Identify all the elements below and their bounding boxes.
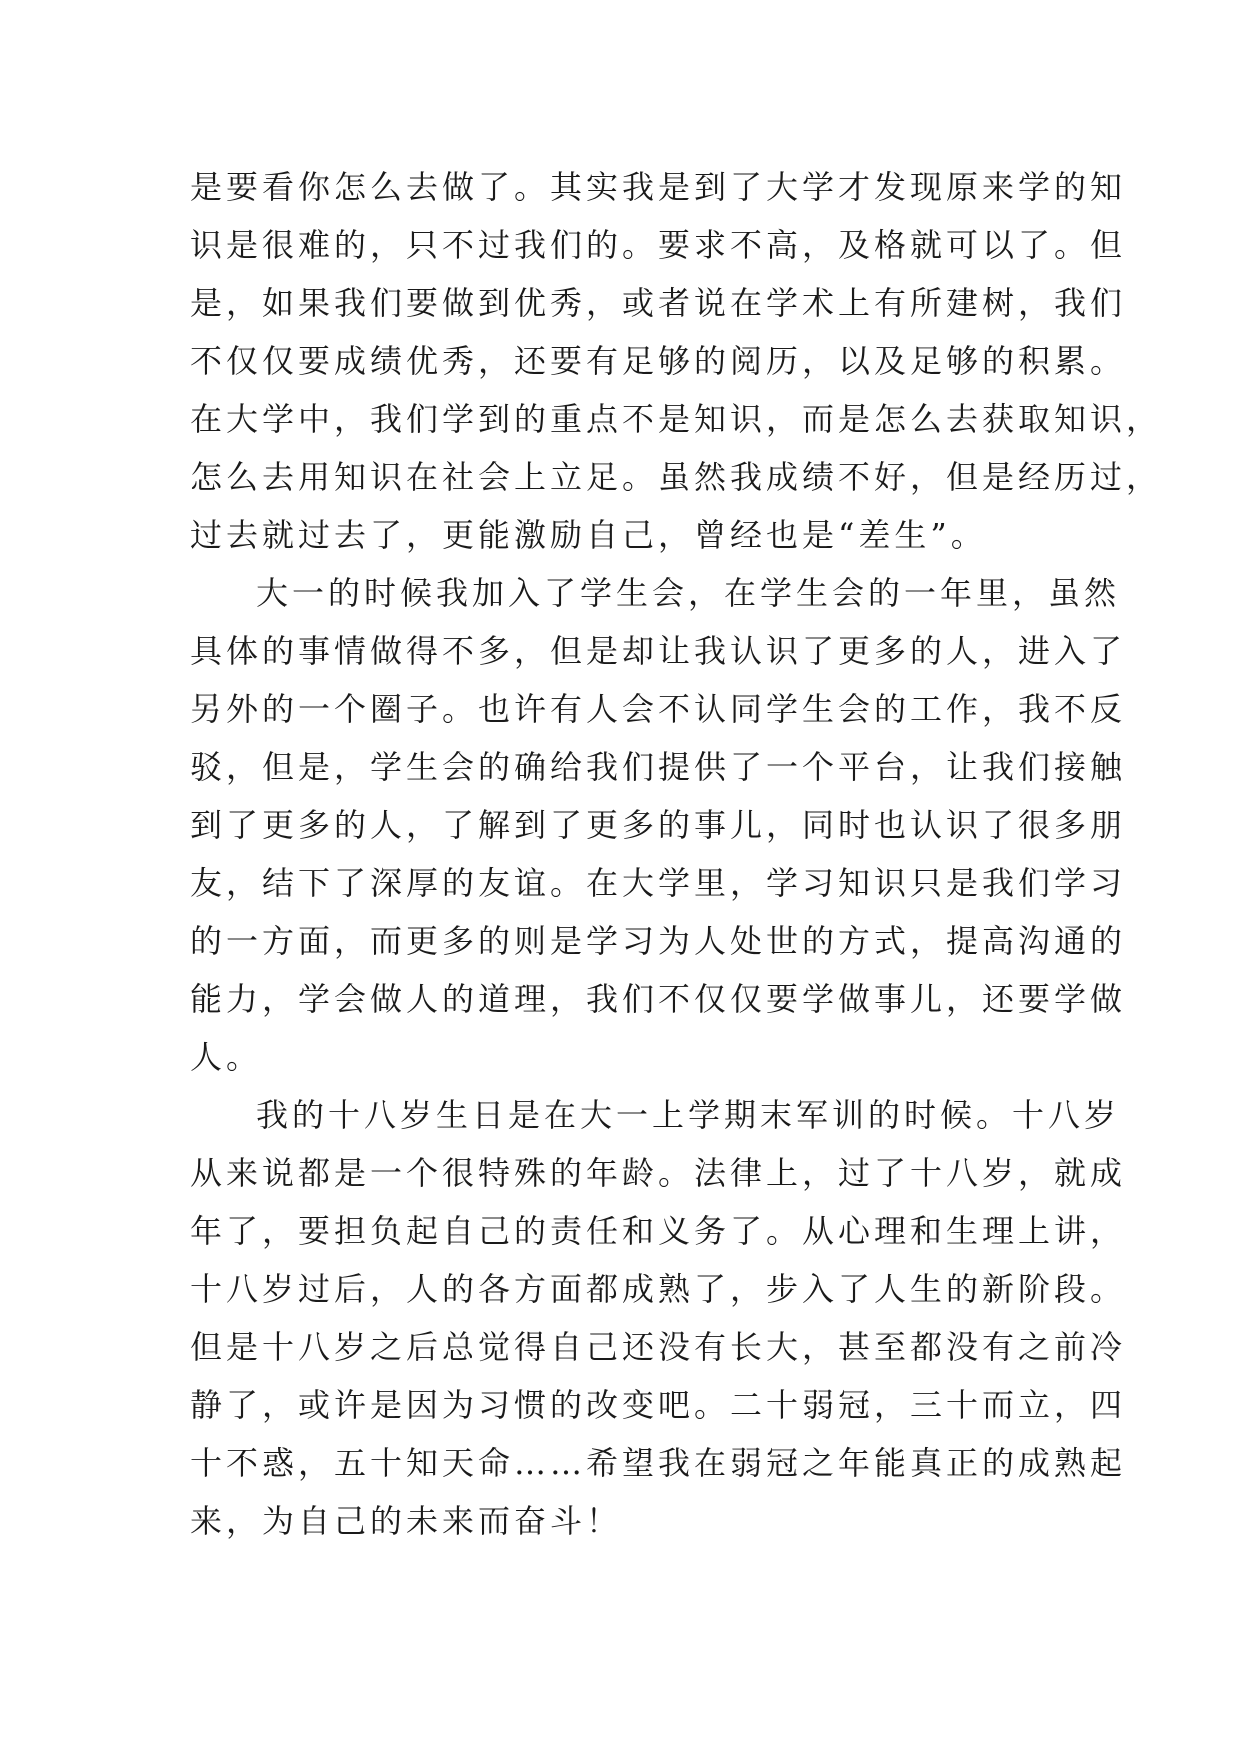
text-line: 识是很难的，只不过我们的。要求不高，及格就可以了。但 [190,226,1127,264]
text-line: 友，结下了深厚的友谊。在大学里，学习知识只是我们学习 [190,864,1127,902]
text-line: 过去就过去了，更能激励自己，曾经也是“差生”。 [190,516,987,554]
text-line: 年了，要担负起自己的责任和义务了。从心理和生理上讲， [190,1212,1127,1250]
text-line: 到了更多的人，了解到了更多的事儿，同时也认识了很多朋 [190,806,1127,844]
text-line: 具体的事情做得不多，但是却让我认识了更多的人，进入了 [190,632,1127,670]
text-line: 怎么去用知识在社会上立足。虽然我成绩不好，但是经历过， [190,458,1163,496]
text-line: 能力，学会做人的道理，我们不仅仅要学做事儿，还要学做 [190,980,1127,1018]
document-body [190,158,1163,1550]
text-line: 的一方面，而更多的则是学习为人处世的方式，提高沟通的 [190,922,1127,960]
text-line: 不仅仅要成绩优秀，还要有足够的阅历，以及足够的积累。 [190,342,1127,380]
text-line: 人。 [190,1038,263,1076]
text-line: 但是十八岁之后总觉得自己还没有长大，甚至都没有之前冷 [190,1328,1127,1366]
text-line: 驳，但是，学生会的确给我们提供了一个平台，让我们接触 [190,748,1127,786]
paragraph-first-line: 我的十八岁生日是在大一上学期末军训的时候。十八岁 [256,1096,1121,1134]
text-line: 在大学中，我们学到的重点不是知识，而是怎么去获取知识， [190,400,1163,438]
text-line: 是要看你怎么去做了。其实我是到了大学才发现原来学的知 [190,168,1127,206]
text-line: 十不惑，五十知天命……希望我在弱冠之年能真正的成熟起 [190,1444,1127,1482]
text-line: 是，如果我们要做到优秀，或者说在学术上有所建树，我们 [190,284,1127,322]
text-line: 十八岁过后，人的各方面都成熟了，步入了人生的新阶段。 [190,1270,1127,1308]
text-line: 另外的一个圈子。也许有人会不认同学生会的工作，我不反 [190,690,1127,728]
text-line: 从来说都是一个很特殊的年龄。法律上，过了十八岁，就成 [190,1154,1127,1192]
paragraph-first-line: 大一的时候我加入了学生会，在学生会的一年里，虽然 [256,574,1121,612]
text-line: 来，为自己的未来而奋斗！ [190,1502,623,1540]
text-line: 静了，或许是因为习惯的改变吧。二十弱冠，三十而立，四 [190,1386,1127,1424]
